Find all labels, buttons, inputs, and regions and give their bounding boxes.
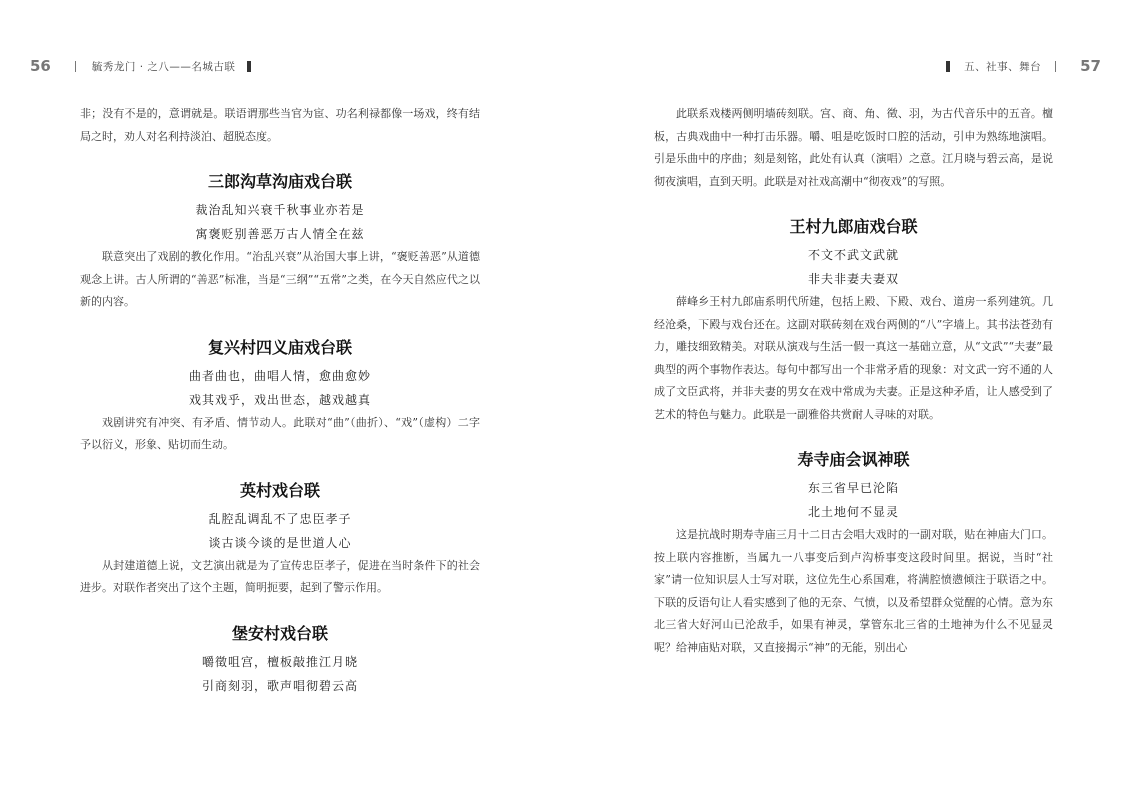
section-title: 王村九郎庙戏台联 bbox=[789, 217, 918, 236]
divider-bar bbox=[1055, 61, 1056, 72]
couplet-line: 不文不武文武就 bbox=[807, 248, 899, 262]
intro-paragraph: 此联系戏楼两侧明墙砖刻联。宫、商、角、徵、羽，为古代音乐中的五音。檀板，古典戏曲中一种打击乐器。嚼、咀是吃饭时口腔的活动，引申为熟练地演唱。引是乐曲中的序曲；刻是刻铭，此处有认真（演唱）之意。江月晓与碧云高，是说彻夜演唱，直到天明。此联是对社戏高潮中“彻夜戏”的写照。 bbox=[654, 107, 1053, 188]
commentary-paragraph: 戏剧讲究有冲突、有矛盾、情节动人。此联对“曲”（曲折）、“戏”（虚构）二字予以衍义，形象、贴切而生动。 bbox=[80, 415, 480, 451]
page-number: 57 bbox=[1080, 57, 1101, 75]
right-page bbox=[567, 0, 1133, 799]
page-number: 56 bbox=[30, 57, 51, 75]
couplet-line: 非夫非妻夫妻双 bbox=[807, 272, 899, 286]
couplet-line: 乱腔乱调乱不了忠臣孝子 bbox=[208, 511, 352, 526]
right-page-header bbox=[946, 54, 1101, 78]
couplet-line: 嚼徵咀宫，檀板敲推江月晓 bbox=[201, 654, 358, 669]
section bbox=[654, 215, 1053, 426]
divider-bar bbox=[946, 61, 950, 72]
commentary-paragraph: 这是抗战时期寿寺庙三月十二日古会唱大戏时的一副对联，贴在神庙大门口。按上联内容推断，当属九一八事变后到卢沟桥事变这段时间里。据说，当时“社家”请一位知识层人士写对联，这位先生心系国难，将满腔愤懑倾注于联语之中。下联的反语句让人看实感到了他的无奈、气愤，以及希望群众觉醒的心情。意为东北三省大好河山已沦敌手，如果有神灵，掌管东北三省的土地神为什么不见显灵呢？给神庙贴对联，又直接揭示“神”的无能，别出心 bbox=[654, 528, 1053, 654]
couplet-line: 戏其戏乎，戏出世态，越戏越真 bbox=[188, 392, 371, 407]
couplet-line: 引商刻羽，歌声唱彻碧云高 bbox=[201, 678, 358, 693]
right-text-column bbox=[654, 103, 1053, 659]
left-page bbox=[0, 0, 566, 799]
couplet-line: 裁治乱知兴衰千秋事业亦若是 bbox=[195, 203, 365, 217]
couplet-line: 曲者曲也，曲唱人情，愈曲愈妙 bbox=[188, 368, 371, 383]
commentary-paragraph: 从封建道德上说，文艺演出就是为了宣传忠臣孝子，促进在当时条件下的社会进步。对联作者突出了这个主题，简明扼要，起到了警示作用。 bbox=[80, 558, 480, 594]
couplet-line: 寓褒贬别善恶万古人情全在兹 bbox=[195, 227, 365, 241]
commentary-paragraph: 联意突出了戏剧的教化作用。“治乱兴衰”从治国大事上讲，“褒贬善恶”从道德观念上讲。古人所谓的“善恶”标准，当是“三纲”“五常”之类，在今天自然应代之以新的内容。 bbox=[80, 250, 480, 308]
section bbox=[80, 336, 480, 457]
intro-paragraph: 非；没有不是的，意谓就是。联语谓那些当官为宦、功名利禄都像一场戏，终有结局之时，劝人对名利持淡泊、超脱态度。 bbox=[80, 107, 480, 143]
running-head: 五、社事、舞台 bbox=[964, 60, 1042, 73]
section-title: 三郎沟草沟庙戏台联 bbox=[207, 172, 352, 191]
left-text-column bbox=[80, 103, 480, 698]
section-title: 复兴村四义庙戏台联 bbox=[207, 337, 352, 357]
section-title: 寿寺庙会讽神联 bbox=[797, 450, 910, 469]
couplet-line: 东三省早已沦陷 bbox=[807, 481, 899, 495]
left-page-header bbox=[30, 54, 251, 78]
divider-bar bbox=[75, 61, 76, 72]
section bbox=[80, 622, 480, 698]
section-title: 堡安村戏台联 bbox=[231, 623, 328, 643]
commentary-paragraph: 薛峰乡王村九郎庙系明代所建，包括上殿、下殿、戏台、道房一系列建筑。几经沧桑，下殿与戏台还在。这副对联砖刻在戏台两侧的“八”字墙上。其书法苍劲有力，雕技细致精美。对联从演戏与生活一假一真这一基础立意，从“文武”“夫妻”最典型的两个事物作表达。每句中都写出一个非常矛盾的现象：对文武一窍不通的人成了文臣武将，并非夫妻的男女在戏中常成为夫妻。正是这种矛盾，让人感受到了艺术的特色与魅力。此联是一副雅俗共赏耐人寻味的对联。 bbox=[654, 295, 1053, 421]
running-head: 毓秀龙门 · 之八——名城古联 bbox=[91, 60, 236, 73]
section bbox=[80, 170, 480, 314]
couplet-line: 北土地何不显灵 bbox=[807, 505, 899, 519]
couplet-line: 谈古谈今谈的是世道人心 bbox=[208, 535, 352, 550]
divider-bar bbox=[247, 61, 251, 72]
section-title: 英村戏台联 bbox=[239, 480, 320, 500]
section bbox=[654, 448, 1053, 659]
section bbox=[80, 479, 480, 600]
